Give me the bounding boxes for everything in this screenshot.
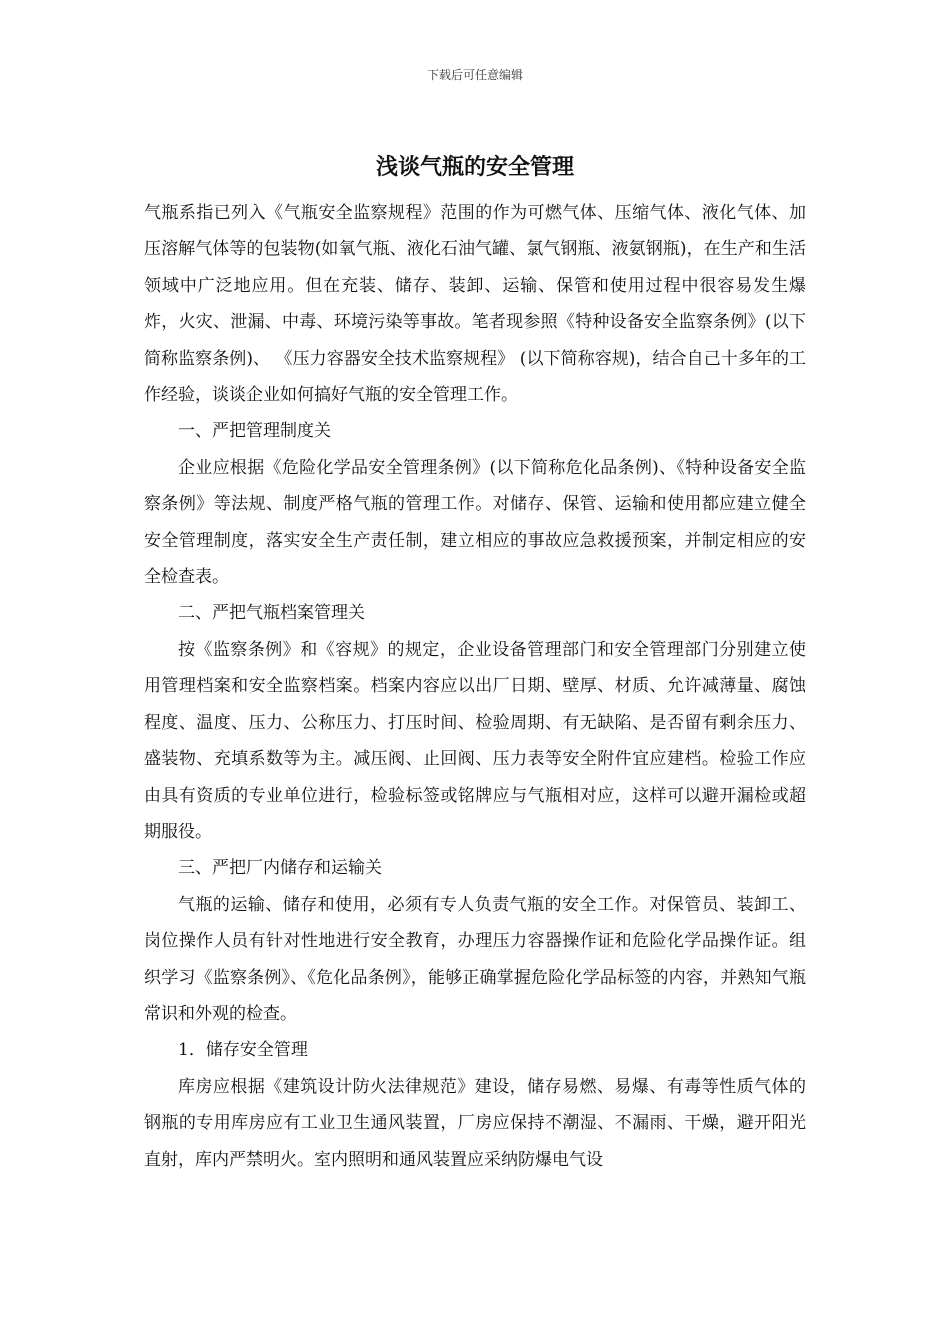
- section-heading-3: 三、严把厂内储存和运输关: [178, 858, 382, 879]
- header-note: 下载后可任意编辑: [426, 68, 523, 82]
- section-heading-1: 一、严把管理制度关: [178, 421, 331, 442]
- paragraph-archive-management: 按《监察条例》和《容规》的规定，企业设备管理部门和安全管理部门分别建立使用管理档案和安全监察档案。档案内容应以出厂日期、壁厚、材质、允许减薄量、腐蚀程度、温度、压力、公称压力、打压时间、检验周期、有无缺陷、是否留有剩余压力、盛装物、充填系数等为主。减压阀、止回阀、压力表等安全附件宜应建档。检验工作应由具有资质的专业单位进行，检验标签或铭牌应与气瓶相对应，这样可以避开漏检或超期服役。: [144, 639, 806, 842]
- document-body: [144, 195, 806, 1178]
- subsection-heading-1: 1．储存安全管理: [178, 1040, 308, 1061]
- paragraph-intro: 气瓶系指已列入《气瓶安全监察规程》范围的作为可燃气体、压缩气体、液化气体、加压溶解气体等的包装物(如氧气瓶、液化石油气罐、氯气钢瓶、液氨钢瓶)，在生产和生活领域中广泛地应用。但在充装、储存、装卸、运输、保管和使用过程中很容易发生爆炸，火灾、泄漏、中毒、环境污染等事故。笔者现参照《特种设备安全监察条例》(以下简称监察条例)、 《压力容器安全技术监察规程》 (以下简称容规)，结合自己十多年的工作经验，谈谈企业如何搞好气瓶的安全管理工作。: [144, 203, 806, 406]
- paragraph-storage-transport: 气瓶的运输、储存和使用，必须有专人负责气瓶的安全工作。对保管员、装卸工、岗位操作人员有针对性地进行安全教育，办理压力容器操作证和危险化学品操作证。组织学习《监察条例》、《危化品条例》，能够正确掌握危险化学品标签的内容，并熟知气瓶常识和外观的检查。: [144, 894, 806, 1024]
- section-heading-2: 二、严把气瓶档案管理关: [178, 603, 365, 624]
- paragraph-management-system: 企业应根据《危险化学品安全管理条例》(以下简称危化品条例)、《特种设备安全监察条例》等法规、制度严格气瓶的管理工作。对储存、保管、运输和使用都应建立健全安全管理制度，落实安全生产责任制，建立相应的事故应急救援预案，并制定相应的安全检查表。: [144, 457, 806, 588]
- document-title: 浅谈气瓶的安全管理: [375, 154, 574, 180]
- paragraph-storage-safety: 库房应根据《建筑设计防火法律规范》建设，储存易燃、易爆、有毒等性质气体的钢瓶的专用库房应有工业卫生通风装置，厂房应保持不潮湿、不漏雨、干燥，避开阳光直射，库内严禁明火。室内照明和通风装置应采纳防爆电气设: [144, 1076, 806, 1170]
